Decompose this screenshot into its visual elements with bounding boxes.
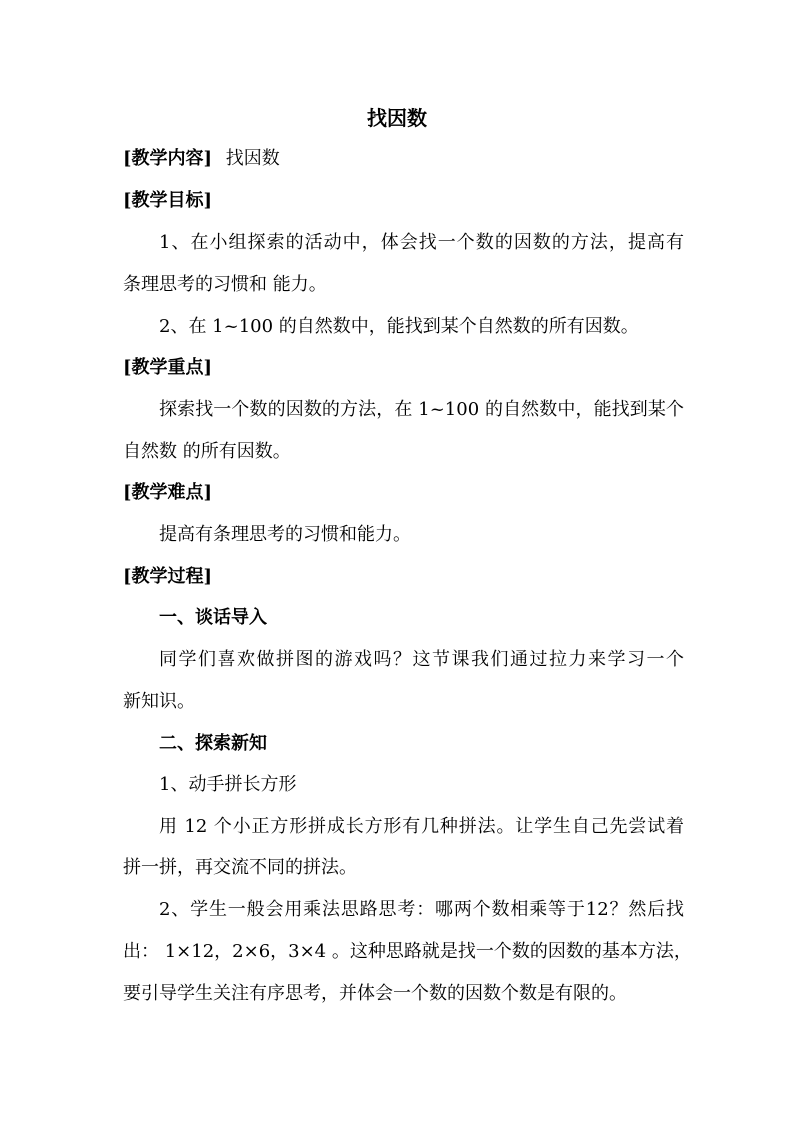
focus-line2: 自然数 的所有因数。	[123, 441, 291, 462]
step1-heading: 1、动手拼长方形	[159, 774, 297, 795]
content-row	[123, 147, 683, 171]
document-title: 找因数	[367, 106, 427, 130]
goal1-line1: 1、在小组探索的活动中，体会找一个数的因数的方法，提高有	[159, 232, 684, 253]
step2-line1: 2、学生一般会用乘法思路思考：哪两个数相乘等于12？然后找	[159, 899, 684, 920]
process-heading: [教学过程]	[123, 566, 213, 587]
content-text: 找因数	[225, 148, 280, 169]
goal2-text: 2、在 1~100 的自然数中，能找到某个自然数的所有因数。	[159, 316, 639, 337]
step2-line3: 要引导学生关注有序思考，并体会一个数的因数个数是有限的。	[123, 983, 627, 1004]
focus-line1: 探索找一个数的因数的方法，在 1~100 的自然数中，能找到某个	[159, 399, 684, 420]
section1-line1: 同学们喜欢做拼图的游戏吗？这节课我们通过拉力来学习一个	[159, 649, 684, 670]
focus-heading: [教学重点]	[123, 357, 213, 378]
step1-line2: 拼一拼，再交流不同的拼法。	[123, 857, 357, 878]
section1-line2: 新知识。	[123, 691, 195, 712]
goal1-line2: 条理思考的习惯和 能力。	[123, 274, 327, 295]
section1-heading: 一、谈话导入	[159, 607, 267, 628]
difficulty-text: 提高有条理思考的习惯和能力。	[159, 524, 411, 545]
step1-line1: 用 12 个小正方形拼成长方形有几种拼法。让学生自己先尝试着	[159, 816, 684, 837]
section2-heading: 二、探索新知	[159, 733, 267, 754]
content-heading: [教学内容]	[123, 148, 213, 169]
difficulty-heading: [教学难点]	[123, 482, 213, 503]
goals-heading: [教学目标]	[123, 190, 213, 211]
step2-line2: 出： 1×12，2×6，3×4 。这种思路就是找一个数的因数的基本方法，	[123, 941, 692, 962]
